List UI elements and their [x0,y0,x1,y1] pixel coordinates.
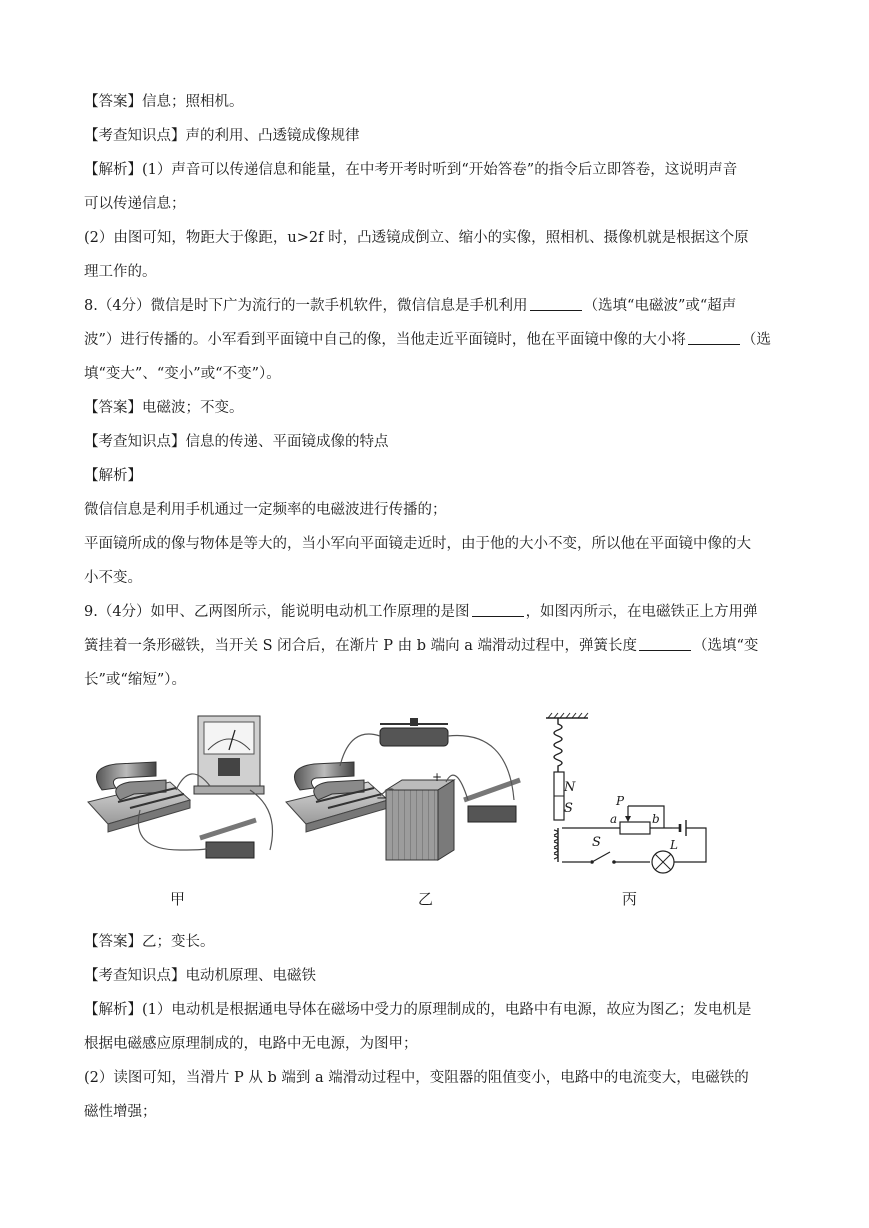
q8-question-text-b: （选填“电磁波”或“超声 [583,298,737,314]
q8-analysis-line-3: 小不变。 [84,570,142,586]
q9-figure [80,710,720,915]
q8-question-text-a: 8.（4分）微信是时下广为流行的一款手机软件，微信信息是手机利用 [84,298,528,314]
q7-analysis-line-4: 理工作的。 [84,264,157,280]
figure-label-yi: 乙 [418,890,434,908]
q7-analysis-line-1: 【解析】(1）声音可以传递信息和能量，在中考开考时听到“开始答卷”的指令后立即答卷，这说明声音 [84,162,738,178]
answer-blank [688,330,740,345]
q8-answer: 【答案】电磁波；不变。 [84,400,244,416]
answer-blank [530,296,582,311]
q9-analysis-line-4: 磁性增强； [84,1104,157,1120]
slider-p-label: P [616,794,625,808]
q9-question-text-a: 9.（4分）如甲、乙两图所示，能说明电动机工作原理的是图 [84,604,470,620]
q7-analysis-line-3: (2）由图可知，物距大于像距，u>2f 时，凸透镜成倒立、缩小的实像，照相机、摄像机就是根据这个原 [84,230,749,246]
q9-question-line-3: 长”或“缩短”）。 [84,672,186,688]
q9-question-line-1 [84,602,784,622]
rheostat-end-a-label: a [610,812,618,826]
q8-analysis-heading: 【解析】 [84,468,142,484]
figure-jia-generator-setup [88,716,273,858]
q8-analysis-line-2: 平面镜所成的像与物体是等大的，当小军向平面镜走近时，由于他的大小不变，所以他在平面镜中像的大 [84,536,751,552]
answer-blank [639,636,691,651]
q7-analysis-line-2: 可以传递信息； [84,196,186,212]
q9-answer: 【答案】乙；变长。 [84,934,215,950]
q8-question-text-d: （选 [741,332,771,348]
q9-analysis-line-3: (2）读图可知，当滑片 P 从 b 端到 a 端滑动过程中，变阻器的阻值变小，电路中的电流变大，电磁铁的 [84,1070,749,1086]
battery-plus-label: + [432,770,443,784]
q8-analysis-line-1: 微信信息是利用手机通过一定频率的电磁波进行传播的； [84,502,447,518]
circuit-illustrations [80,710,720,915]
battery-minus-label: − [376,791,387,806]
q8-question-line-2 [84,330,784,350]
q8-knowledge: 【考查知识点】信息的传递、平面镜成像的特点 [84,434,389,450]
switch-s-label: S [592,835,601,850]
q9-question-line-2 [84,636,784,656]
magnet-south-label: S [564,801,573,816]
q9-analysis-line-1: 【解析】(1）电动机是根据通电导体在磁场中受力的原理制成的，电路中有电源，故应为图乙；发电机是 [84,1002,752,1018]
q8-question-line-1 [84,296,784,316]
answer-blank [472,602,524,617]
figure-label-jia: 甲 [170,890,186,908]
q8-question-line-3: 填“变大”、“变小”或“不变”）。 [84,366,281,382]
figure-label-bing: 丙 [622,890,638,908]
q9-knowledge: 【考查知识点】电动机原理、电磁铁 [84,968,316,984]
q9-question-text-d: （选填“变 [693,638,759,654]
q7-knowledge: 【考查知识点】声的利用、凸透镜成像规律 [84,128,360,144]
q8-question-text-c: 波”）进行传播的。小军看到平面镜中自己的像，当他走近平面镜时，他在平面镜中像的大小将 [84,332,686,348]
q9-question-text-c: 簧挂着一条形磁铁，当开关 S 闭合后，在渐片 P 由 b 端向 a 端滑动过程中，弹簧长度 [84,638,637,654]
lamp-l-label: L [670,838,678,852]
magnet-north-label: N [564,780,576,795]
rheostat-end-b-label: b [652,812,660,826]
q9-question-text-b: ，如图丙所示，在电磁铁正上方用弹 [525,604,758,620]
q9-analysis-line-2: 根据电磁感应原理制成的，电路中无电源，为图甲； [84,1036,418,1052]
figure-yi-motor-setup [286,718,520,860]
q7-answer: 【答案】信息；照相机。 [84,94,244,110]
